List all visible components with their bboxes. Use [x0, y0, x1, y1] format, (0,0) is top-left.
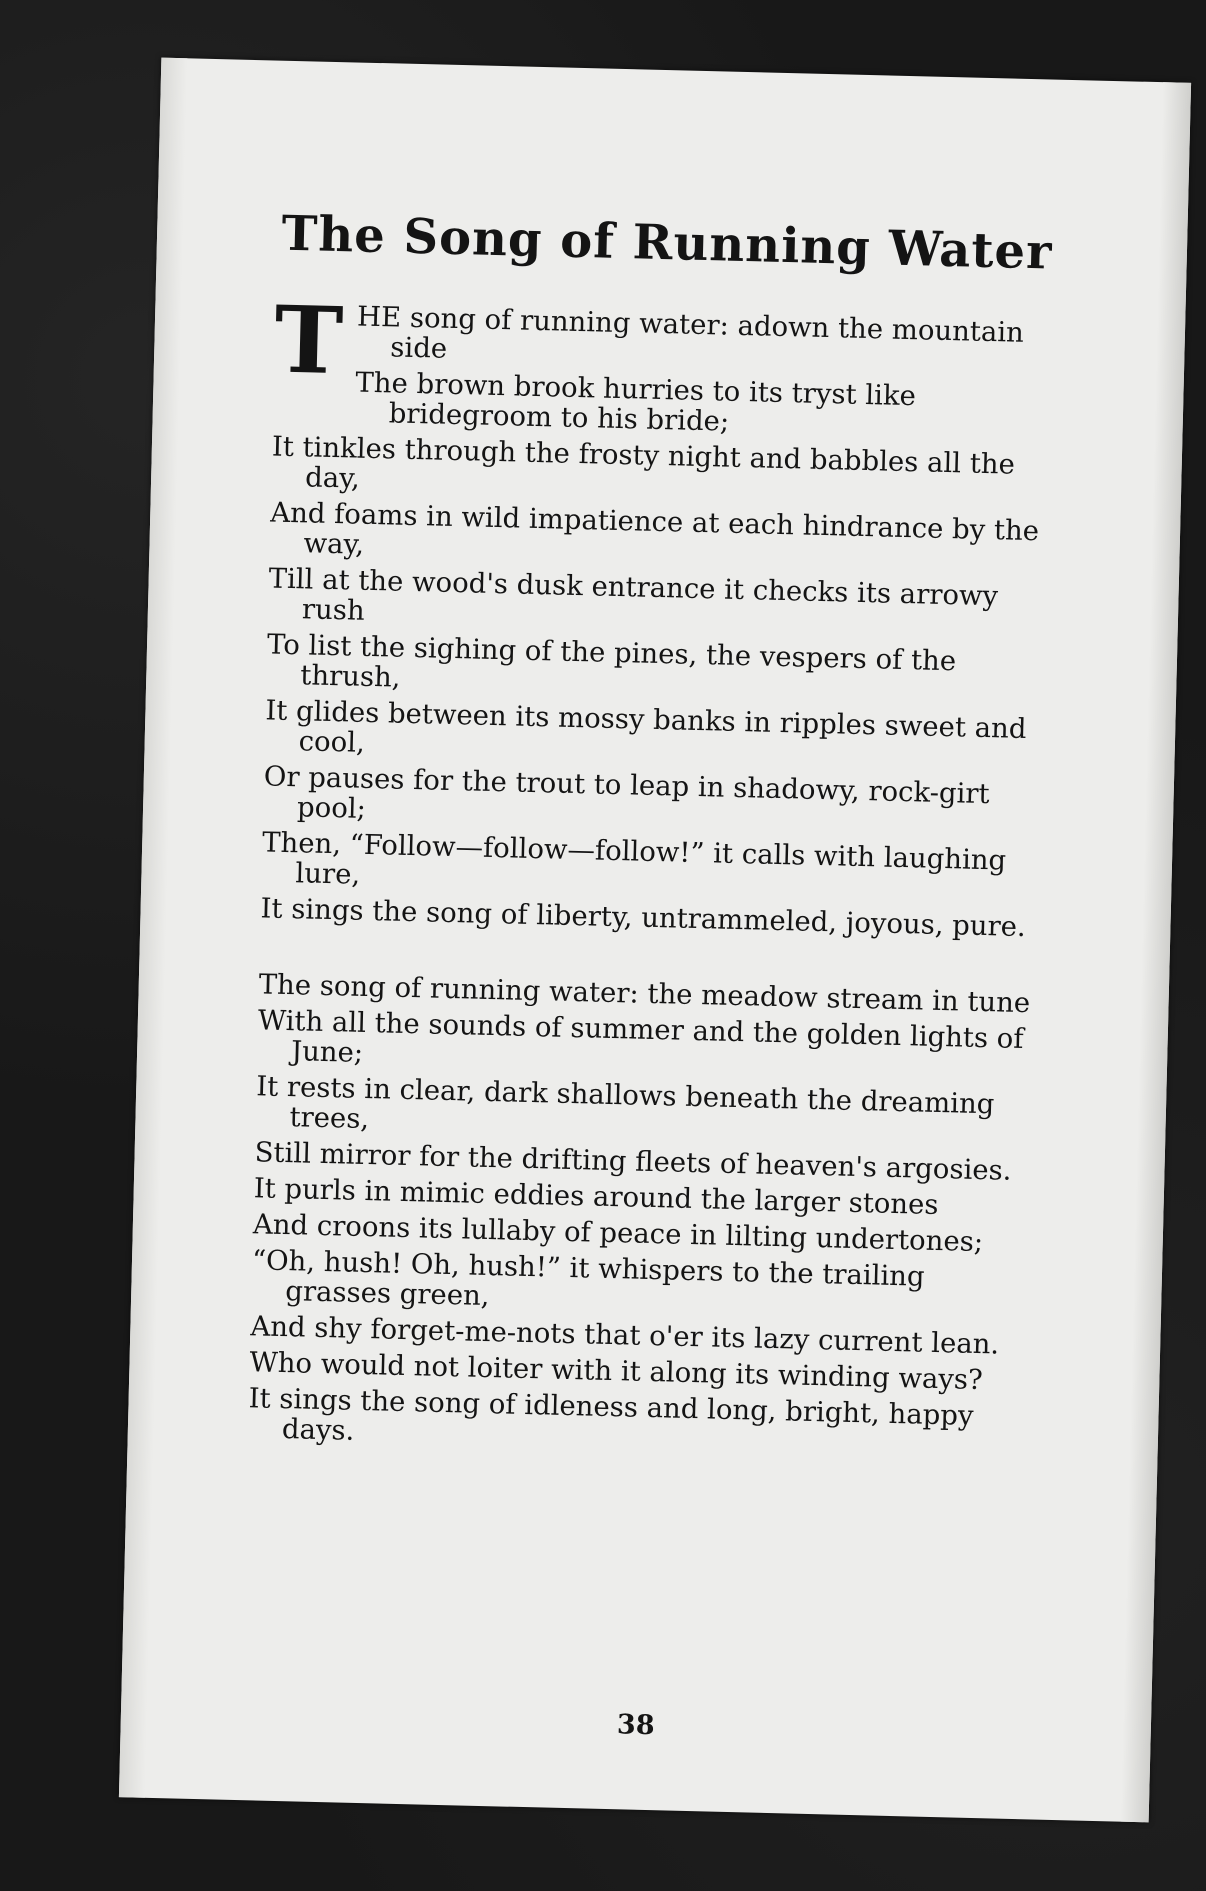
verse-line: It glides between its mossy banks in ripples sweet and cool, [265, 694, 1036, 759]
verse-line: To list the sighing of the pines, the vespers of the thrush, [266, 628, 966, 694]
verse-line: Who would not loiter with it along its winding ways? [249, 1346, 984, 1397]
verse-line: Then, “Follow—follow—follow!” it calls with laughing lure, [261, 826, 1016, 891]
poem-title: The Song of Running Water [280, 205, 1054, 281]
verse-line: And shy forget-me-nots that o'er its lazy current lean. [250, 1310, 1000, 1361]
page-number: 38 [616, 1709, 655, 1742]
first-line-wrap [272, 285, 1055, 445]
verse-line: Still mirror for the drifting fleets of heaven's argosies. [254, 1136, 1012, 1187]
verse-line: Or pauses for the trout to leap in shadowy, rock-girt pool; [263, 760, 999, 825]
stanza-2 [248, 969, 1039, 1462]
verse-line: The song of running water: the meadow stream in tune [258, 968, 1031, 1020]
poem-text-block [246, 206, 1057, 1509]
verse-line: It rests in clear, dark shallows beneath the dreaming trees, [255, 1070, 1004, 1136]
drop-cap-letter: T [273, 285, 345, 396]
book-page [119, 58, 1191, 1823]
verse-line: And croons its lullaby of peace in lilting undertones; [252, 1208, 984, 1259]
verse-line: HE song of running water: adown the mountain side [356, 300, 1025, 365]
verse-line: It tinkles through the frosty night and babbles all the day, [271, 430, 1024, 495]
verse-line: And foams in wild impatience at each hindrance by the way, [269, 496, 1049, 561]
stanza-1 [260, 285, 1055, 944]
verse-line: It sings the song of liberty, untrammeled, joyous, pure. [260, 892, 1027, 944]
verse-line: Till at the wood's dusk entrance it checks its arrowy rush [268, 562, 1008, 627]
verse-line: It sings the song of idleness and long, bright, happy days. [248, 1382, 983, 1447]
verse-line: “Oh, hush! Oh, hush!” it whispers to the trailing grasses green, [251, 1244, 934, 1313]
verse-line: It purls in mimic eddies around the larger stones [253, 1172, 939, 1222]
verse-line: The brown brook hurries to its tryst like bridegroom to his bride; [355, 366, 917, 438]
verse-line: With all the sounds of summer and the golden lights of June; [257, 1004, 1033, 1069]
